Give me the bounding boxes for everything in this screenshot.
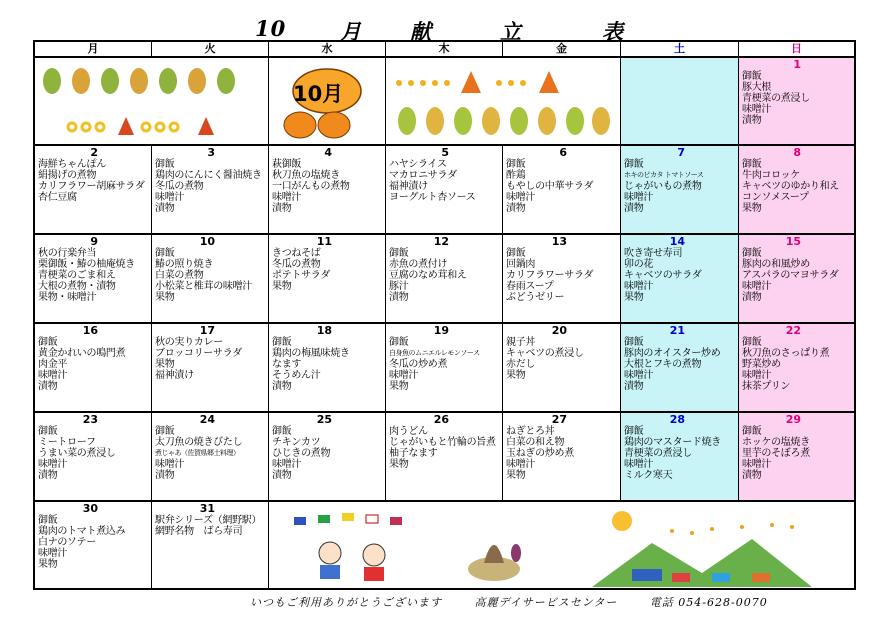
menu-item: ヨーグルト杏ソース (389, 192, 476, 203)
menu-item: ひじきの煮物 (272, 448, 331, 459)
saturday-empty-cell (621, 58, 739, 146)
weekday-monday: 月 (35, 42, 152, 58)
autumn-leaves-decoration-right (386, 58, 621, 146)
menu-item: きつねそば (272, 248, 321, 259)
menu-item: 味噌汁 (272, 192, 302, 203)
menu-item: 御飯 (624, 337, 644, 348)
day-cell-22 (739, 324, 854, 413)
menu-item: 鶏肉の梅風味焼き (272, 348, 350, 359)
menu-item: 味噌汁 (155, 192, 185, 203)
pumpkin-october-illustration (269, 58, 386, 146)
menu-item: 野菜炒め (742, 359, 781, 370)
day-number: 27 (551, 413, 567, 426)
menu-item: 味噌汁 (624, 192, 654, 203)
menu-item: 味噌汁 (155, 459, 185, 470)
day-number: 1 (793, 58, 801, 71)
menu-item: 御飯 (155, 426, 175, 437)
day-cell-13 (503, 235, 621, 324)
menu-item: 御飯 (742, 248, 762, 259)
menu-item: 豚大根 (742, 82, 772, 93)
menu-item: 漬物 (742, 470, 762, 481)
menu-item: 味噌汁 (506, 459, 536, 470)
menu-item: 一口がんもの煮物 (272, 181, 350, 192)
day-cell-31 (152, 502, 269, 588)
menu-item: 果物 (155, 359, 175, 370)
autumn-leaves-icon (38, 59, 264, 143)
menu-item: そうめん汁 (272, 370, 321, 381)
autumn-leaves-decoration (35, 58, 269, 146)
menu-item: 味噌汁 (272, 459, 302, 470)
menu-item: 御飯 (389, 337, 409, 348)
menu-item: 酢鶏 (506, 170, 526, 181)
menu-item: 御飯 (389, 248, 409, 259)
menu-item: 海鮮ちゃんぽん (38, 159, 106, 170)
menu-item: 味噌汁 (742, 281, 772, 292)
menu-item: 味噌汁 (624, 370, 654, 381)
day-number: 17 (199, 324, 215, 337)
menu-item: 冬瓜の煮物 (155, 181, 204, 192)
weekday-wednesday: 水 (269, 42, 386, 58)
day-number: 15 (785, 235, 801, 248)
menu-item: ぶどうゼリー (506, 292, 565, 303)
menu-item: 太刀魚の焼きびたし (155, 437, 243, 448)
menu-item: 白ナのソテー (38, 537, 96, 548)
footer-message: いつもご利用ありがとうございます (250, 596, 442, 609)
menu-item: 青梗菜の煮浸し (624, 448, 692, 459)
menu-item: カリフラワー胡麻サラダ (38, 181, 145, 192)
menu-item: 秋の実りカレー (155, 337, 223, 348)
day-cell-1 (739, 58, 854, 146)
day-cell-20 (503, 324, 621, 413)
menu-item: 青梗菜のごま和え (38, 270, 116, 281)
menu-item: 赤魚の煮付け (389, 259, 448, 270)
menu-item: 漬物 (742, 115, 762, 126)
menu-item: 漬物 (38, 470, 58, 481)
menu-item: 白身魚のムニエルレモンソース (389, 349, 480, 357)
day-cell-12 (386, 235, 503, 324)
menu-item: 鶏肉のにんにく醤油焼き (155, 170, 262, 181)
menu-item: キャベツのゆかり和え (742, 181, 839, 192)
menu-item: 漬物 (155, 470, 175, 481)
menu-item: 煮じゃあ（佐賀県郷土料理） (155, 449, 240, 457)
menu-item: 御飯 (742, 337, 762, 348)
day-cell-3 (152, 146, 269, 235)
menu-calendar (33, 40, 856, 590)
day-number: 7 (677, 146, 685, 159)
title-char: 立 (500, 19, 522, 44)
weekday-sunday: 日 (739, 42, 854, 58)
footer (250, 594, 796, 610)
day-cell-30 (35, 502, 152, 588)
day-number: 31 (199, 502, 215, 515)
menu-item: 果物 (389, 459, 409, 470)
menu-item: ハヤシライス (389, 159, 447, 170)
menu-item: 果物 (38, 559, 58, 570)
day-number: 22 (785, 324, 801, 337)
day-cell-21 (621, 324, 739, 413)
day-cell-8 (739, 146, 854, 235)
menu-item: もやしの中華サラダ (506, 181, 594, 192)
day-cell-9 (35, 235, 152, 324)
day-number: 28 (669, 413, 685, 426)
day-cell-25 (269, 413, 386, 502)
menu-item: 果物 (506, 470, 526, 481)
day-number: 26 (433, 413, 449, 426)
day-number: 20 (551, 324, 567, 337)
menu-item: 味噌汁 (38, 370, 68, 381)
menu-item: 小松菜と椎茸の味噌汁 (155, 281, 252, 292)
day-number: 5 (441, 146, 449, 159)
day-cell-5 (386, 146, 503, 235)
day-cell-11 (269, 235, 386, 324)
menu-item: 漬物 (155, 203, 175, 214)
day-cell-26 (386, 413, 503, 502)
day-cell-6 (503, 146, 621, 235)
menu-item: コンソメスープ (742, 192, 809, 203)
menu-item: 味噌汁 (742, 370, 772, 381)
menu-item: 抹茶プリン (742, 381, 791, 392)
menu-item: 御飯 (742, 159, 762, 170)
menu-item: ミートローフ (38, 437, 96, 448)
menu-item: 豆腐のなめ茸和え (389, 270, 467, 281)
day-number: 9 (90, 235, 98, 248)
menu-item: じゃがいもの煮物 (624, 181, 702, 192)
menu-item: 青梗菜の煮浸し (742, 93, 810, 104)
menu-item: キャベツのサラダ (624, 270, 702, 281)
menu-item: ポテトサラダ (272, 270, 331, 281)
menu-item: 白菜の煮物 (155, 270, 204, 281)
day-cell-29 (739, 413, 854, 502)
menu-item: 冬瓜の炒め煮 (389, 359, 448, 370)
title-char: 献 (410, 19, 432, 44)
menu-item: 御飯 (272, 337, 292, 348)
day-cell-15 (739, 235, 854, 324)
day-number: 4 (324, 146, 332, 159)
menu-item: 冬瓜の煮物 (272, 259, 321, 270)
menu-item: 漬物 (389, 292, 409, 303)
menu-item: 秋の行楽弁当 (38, 248, 97, 259)
day-number: 6 (559, 146, 567, 159)
menu-item: 玉ねぎの炒め煮 (506, 448, 574, 459)
menu-item: 果物 (624, 292, 644, 303)
day-number: 18 (316, 324, 332, 337)
menu-item: 漬物 (742, 292, 762, 303)
menu-item: 赤だし (506, 359, 536, 370)
day-number: 13 (551, 235, 567, 248)
menu-item: 福神漬け (155, 370, 194, 381)
menu-item: 味噌汁 (506, 192, 536, 203)
menu-item: 豚肉のオイスター炒め (624, 348, 721, 359)
day-number: 12 (433, 235, 449, 248)
menu-item: 親子丼 (506, 337, 536, 348)
menu-item: 果物 (272, 281, 292, 292)
day-cell-17 (152, 324, 269, 413)
menu-item: 漬物 (272, 470, 292, 481)
menu-item: 鰆の照り焼き (155, 259, 214, 270)
day-number: 11 (316, 235, 332, 248)
menu-item: ミルク寒天 (624, 470, 673, 481)
menu-item: 肉金平 (38, 359, 68, 370)
menu-item: 御飯 (155, 159, 175, 170)
title-char: 表 (602, 19, 624, 44)
menu-item: 福神漬け (389, 181, 428, 192)
menu-item: 吹き寄せ寿司 (624, 248, 683, 259)
day-number: 16 (82, 324, 98, 337)
bottom-illustrations (269, 502, 854, 588)
menu-item: 果物 (389, 381, 409, 392)
footer-center-name: 高麗デイサービスセンター (474, 596, 618, 609)
menu-item: ねぎとろ丼 (506, 426, 555, 437)
day-number: 29 (785, 413, 801, 426)
menu-item: 御飯 (38, 337, 58, 348)
menu-item: チキンカツ (272, 437, 321, 448)
menu-item: カリフラワーサラダ (506, 270, 594, 281)
menu-item: 漬物 (272, 203, 292, 214)
day-cell-18 (269, 324, 386, 413)
day-number: 3 (207, 146, 215, 159)
menu-item: 御飯 (742, 426, 762, 437)
menu-item: 回鍋肉 (506, 259, 536, 270)
menu-item: 御飯 (155, 248, 175, 259)
menu-item: 豚肉の和風炒め (742, 259, 810, 270)
menu-item: 味噌汁 (742, 459, 772, 470)
menu-item: 肉うどん (389, 426, 428, 437)
day-number: 25 (316, 413, 332, 426)
menu-item: 大根とフキの煮物 (624, 359, 702, 370)
menu-item: 御飯 (624, 426, 644, 437)
menu-item: 味噌汁 (742, 104, 772, 115)
menu-item: 絹揚げの煮物 (38, 170, 97, 181)
day-number: 8 (793, 146, 801, 159)
menu-item: 萩御飯 (272, 159, 302, 170)
menu-item: 漬物 (624, 381, 644, 392)
menu-item: 網野名物 ばら寿司 (155, 526, 243, 537)
menu-item: 味噌汁 (38, 459, 68, 470)
menu-item: 味噌汁 (389, 370, 419, 381)
day-cell-23 (35, 413, 152, 502)
title-month-number: 10 (255, 16, 287, 41)
menu-item: 御飯 (506, 159, 526, 170)
day-number: 30 (82, 502, 98, 515)
title-month: 月 (340, 19, 362, 44)
menu-item: 栗御飯・鰆の柚庵焼き (38, 259, 135, 270)
menu-item: 味噌汁 (38, 548, 68, 559)
day-number: 10 (199, 235, 215, 248)
day-number: 21 (669, 324, 685, 337)
day-number: 2 (90, 146, 98, 159)
menu-item: 果物 (742, 203, 762, 214)
day-cell-24 (152, 413, 269, 502)
sports-day-icon (272, 503, 852, 587)
menu-item: ホッケの塩焼き (742, 437, 810, 448)
menu-item: 果物・味噌汁 (38, 292, 97, 303)
menu-item: 駅弁シリーズ（網野駅） (155, 515, 262, 526)
menu-item: 白菜の和え物 (506, 437, 565, 448)
menu-item: 漬物 (624, 203, 644, 214)
menu-item: アスパラのマヨサラダ (742, 270, 839, 281)
menu-item: 牛肉コロッケ (742, 170, 800, 181)
day-cell-7 (621, 146, 739, 235)
day-cell-2 (35, 146, 152, 235)
weekday-saturday: 土 (621, 42, 739, 58)
menu-item: 春雨スープ (506, 281, 554, 292)
menu-item: なます (272, 359, 302, 370)
menu-item: 果物 (155, 292, 175, 303)
menu-item: うまい菜の煮浸し (38, 448, 116, 459)
day-cell-28 (621, 413, 739, 502)
day-number: 24 (199, 413, 215, 426)
menu-item: 豚汁 (389, 281, 409, 292)
menu-item: 卯の花 (624, 259, 654, 270)
footer-phone: 電話 054-628-0070 (649, 596, 768, 609)
day-cell-27 (503, 413, 621, 502)
day-cell-10 (152, 235, 269, 324)
menu-item: 漬物 (506, 203, 526, 214)
menu-item: 大根の煮物・漬物 (38, 281, 116, 292)
menu-item: 秋刀魚のさっぱり煮 (742, 348, 830, 359)
menu-item: マカロニサラダ (389, 170, 457, 181)
menu-item: 御飯 (272, 426, 292, 437)
pumpkin-text: 10月 (293, 82, 344, 106)
menu-item: 果物 (506, 370, 526, 381)
menu-item: 御飯 (742, 71, 762, 82)
menu-item: 味噌汁 (624, 459, 654, 470)
day-number: 14 (669, 235, 685, 248)
menu-item: ブロッコリーサラダ (155, 348, 242, 359)
menu-item: 御飯 (506, 248, 526, 259)
menu-item: 鶏肉のトマト煮込み (38, 526, 126, 537)
menu-item: 黄金かれいの鳴門煮 (38, 348, 126, 359)
menu-item: 漬物 (272, 381, 292, 392)
menu-item: 柚子なます (389, 448, 438, 459)
menu-item: 漬物 (38, 381, 58, 392)
leaves-icon (389, 59, 617, 143)
weekday-thursday: 木 (386, 42, 503, 58)
day-cell-19 (386, 324, 503, 413)
menu-item: 御飯 (38, 426, 58, 437)
weekday-friday: 金 (503, 42, 621, 58)
day-number: 23 (82, 413, 98, 426)
menu-item: 秋刀魚の塩焼き (272, 170, 340, 181)
menu-item: 杏仁豆腐 (38, 192, 77, 203)
day-number: 19 (433, 324, 449, 337)
weekday-tuesday: 火 (152, 42, 269, 58)
menu-item: じゃがいもと竹輪の旨煮 (389, 437, 496, 448)
menu-item: 味噌汁 (624, 281, 654, 292)
menu-item: 鶏肉のマスタード焼き (624, 437, 721, 448)
day-cell-16 (35, 324, 152, 413)
day-cell-14 (621, 235, 739, 324)
menu-item: 御飯 (38, 515, 58, 526)
menu-item: ホキのピカタ トマトソース (624, 171, 704, 179)
day-cell-4 (269, 146, 386, 235)
menu-item: 御飯 (624, 159, 644, 170)
menu-item: 里芋のそぼろ煮 (742, 448, 810, 459)
menu-item: キャベツの煮浸し (506, 348, 584, 359)
